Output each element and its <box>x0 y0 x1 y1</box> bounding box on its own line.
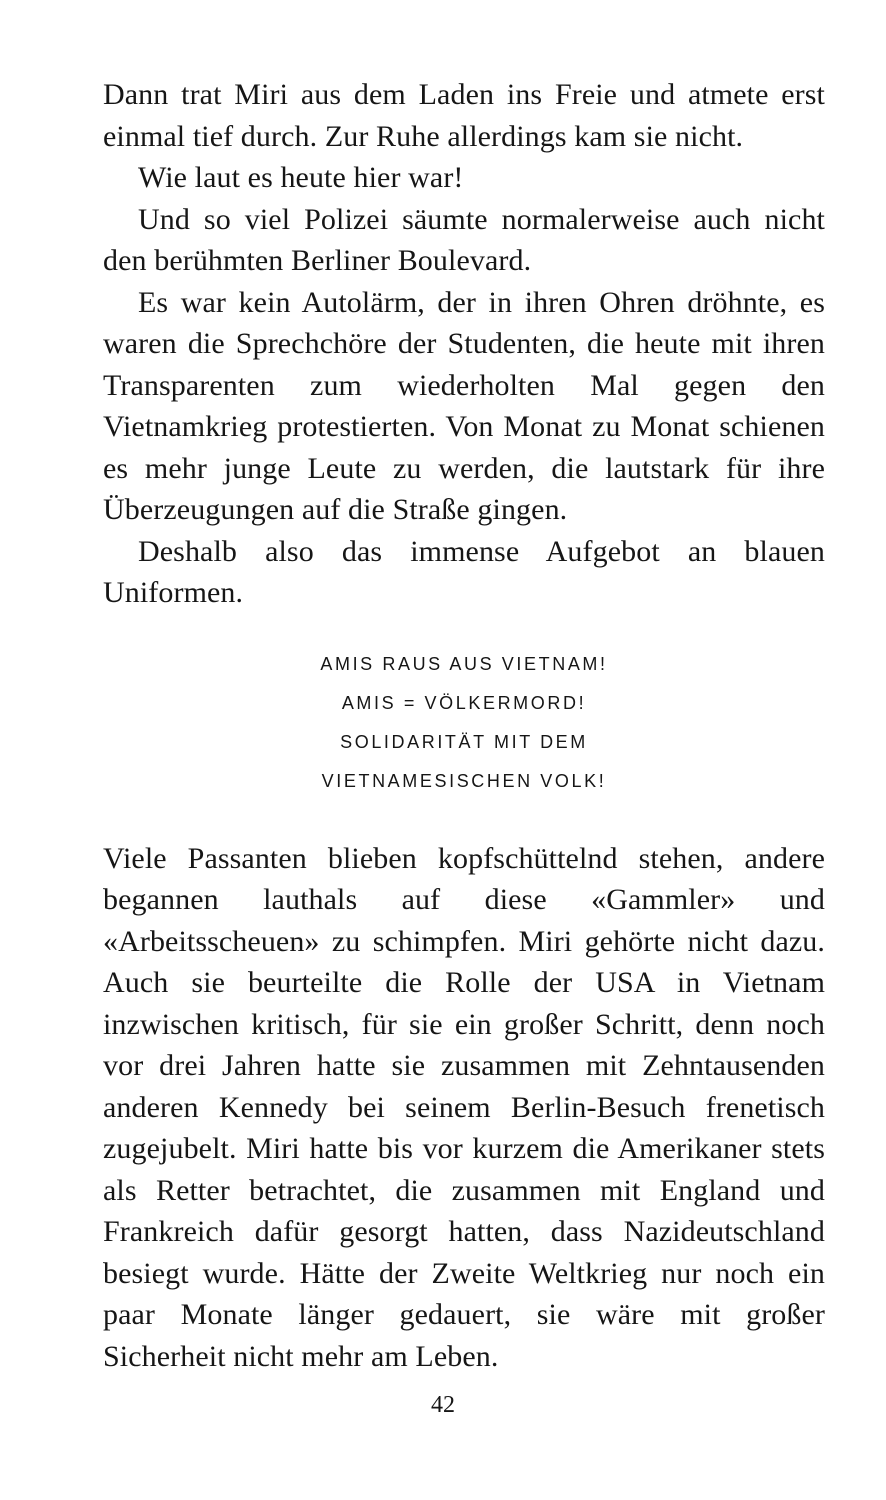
page-number: 42 <box>431 1392 455 1418</box>
paragraph-1: Dann trat Miri aus dem Laden ins Freie und atmete erst einmal tief durch. Zur Ruhe allerdings kam sie nicht. <box>103 78 825 153</box>
slogan-1: AMIS RAUS AUS VIETNAM! <box>320 653 608 674</box>
book-page <box>103 74 825 1377</box>
paragraph-6: Viele Passanten blieben kopfschüttelnd stehen, andere begannen lauthals auf diese «Gammler» und «Arbeitsscheuen» zu schimpfen. Miri gehörte nicht dazu. Auch sie beurteilte die Rolle der USA in Vietnam inzwischen kritisch, für sie ein großer Schritt, denn noch vor drei Jahren hatte sie zusammen mit Zehntausenden anderen Kennedy bei seinem Berlin-Besuch frenetisch zugejubelt. Miri hatte bis vor kurzem die Amerikaner stets als Retter betrachtet, die zusammen mit England und Frankreich dafür gesorgt hatten, dass Nazideutschland besiegt wurde. Hätte der Zweite Weltkrieg nur noch ein paar Monate länger gedauert, sie wäre mit großer Sicherheit nicht mehr am Leben. <box>103 841 825 1373</box>
protest-slogans <box>103 645 825 801</box>
slogan-3: SOLIDARITÄT MIT DEM <box>340 731 588 752</box>
paragraph-4: Es war kein Autolärm, der in ihren Ohren dröhnte, es waren die Sprechchöre der Studenten, die heute mit ihren Transparenten zum wiederholten Mal gegen den Vietnamkrieg protestierten. Von Monat zu Monat schienen es mehr junge Leute zu werden, die lautstark für ihre Überzeugungen auf die Straße gingen. <box>103 285 825 526</box>
slogan-4: VIETNAMESISCHEN VOLK! <box>321 770 607 791</box>
paragraph-3: Und so viel Polizei säumte normalerweise auch nicht den berühmten Berliner Boulevard. <box>103 202 825 277</box>
slogan-2: AMIS = VÖLKERMORD! <box>341 692 587 713</box>
paragraph-5: Deshalb also das immense Aufgebot an blauen Uniformen. <box>103 534 825 609</box>
paragraph-2: Wie laut es heute hier war! <box>138 161 464 194</box>
